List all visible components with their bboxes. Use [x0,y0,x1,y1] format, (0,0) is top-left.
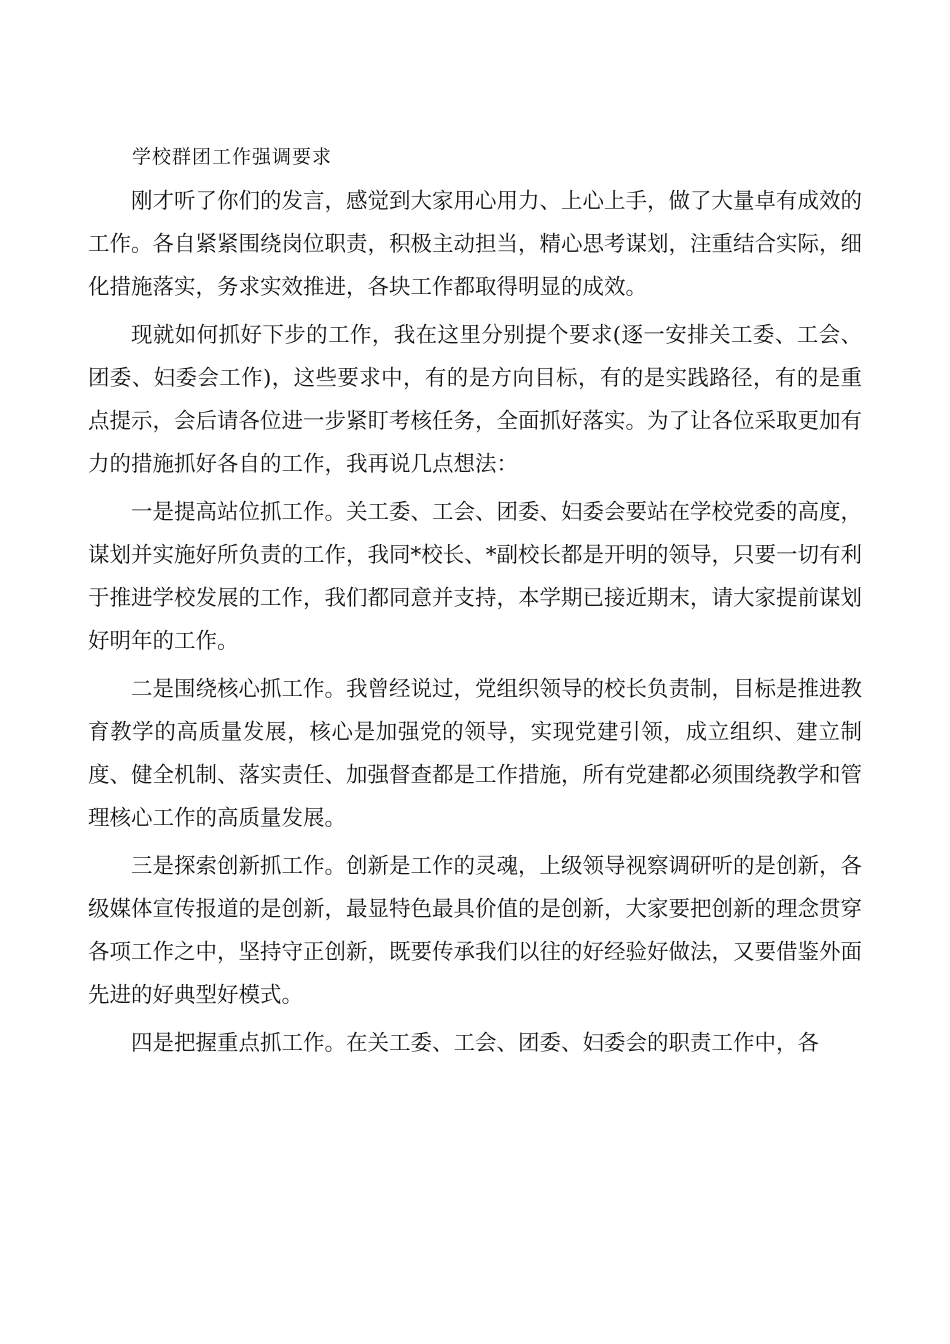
paragraph-point-two: 二是围绕核心抓工作。我曾经说过，党组织领导的校长负责制，目标是推进教育教学的高质量发展，核心是加强党的领导，实现党建引领，成立组织、建立制度、健全机制、落实责任、加强督查都是工作措施，所有党建都必须围绕教学和管理核心工作的高质量发展。 [88,677,863,831]
paragraph-point-four: 四是把握重点抓工作。在关工委、工会、团委、妇委会的职责工作中，各 [131,1031,820,1056]
document-page [88,140,862,1070]
paragraph-point-three: 三是探索创新抓工作。创新是工作的灵魂，上级领导视察调研听的是创新，各级媒体宣传报道的是创新，最显特色最具价值的是创新，大家要把创新的理念贯穿各项工作之中，坚持守正创新，既要传承我们以往的好经验好做法，又要借鉴外面先进的好典型好模式。 [88,854,863,1008]
paragraph-opening: 刚才听了你们的发言，感觉到大家用心用力、上心上手，做了大量卓有成效的工作。各自紧紧围绕岗位职责，积极主动担当，精心思考谋划，注重结合实际，细化措施落实，务求实效推进，各块工作都取得明显的成效。 [88,189,863,300]
paragraph-point-one: 一是提高站位抓工作。关工委、工会、团委、妇委会要站在学校党委的高度，谋划并实施好所负责的工作，我同*校长、*副校长都是开明的领导，只要一切有利于推进学校发展的工作，我们都同意并支持，本学期已接近期末，请大家提前谋划好明年的工作。 [88,500,863,654]
document-title: 学校群团工作强调要求 [132,146,333,168]
paragraph-requirements: 现就如何抓好下步的工作，我在这里分别提个要求(逐一安排关工委、工会、团委、妇委会工作)，这些要求中，有的是方向目标，有的是实践路径，有的是重点提示，会后请各位进一步紧盯考核任务，全面抓好落实。为了让各位采取更加有力的措施抓好各自的工作，我再说几点想法： [88,323,863,477]
